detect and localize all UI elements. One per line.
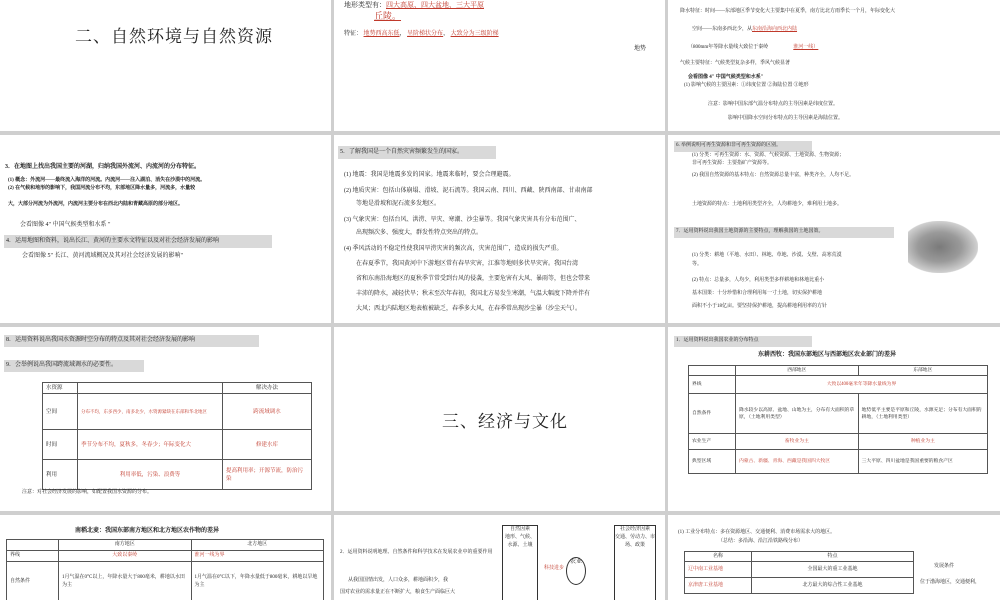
yangtze-yellow-heading: 4．运用地图和资料，说出长江、黄河的主要水文特征以及对社会经济发展的影响 xyxy=(6,238,220,244)
table-header-cell: 北方地区 xyxy=(191,540,324,551)
table-header-cell: 南方地区 xyxy=(59,540,192,551)
resource-classes: (1) 分类：可再生资源：水、资源、气候资源、土地资源、生物资源； xyxy=(692,153,845,158)
monsoon-text-2: 在春夏季节，我国黄河中下游地区常有春旱灾害，江淮等地则多伏旱灾害。我国台湾 xyxy=(356,261,579,267)
table-header-cell: 东部地区 xyxy=(858,366,987,376)
table-header-cell: 水资源 xyxy=(43,383,78,394)
table-cell: 季节分布不均，夏秋多，冬春少；年际变化大 xyxy=(78,430,223,460)
monsoon-text-3: 省和东南沿海地区的夏秋季节常受到台风的侵袭，主要危害有大风、暴雨等，但也会带来 xyxy=(356,276,591,282)
rain-space-b: 东南沿海向西北内陆 xyxy=(752,27,798,32)
feature-label: 特征： xyxy=(344,31,363,37)
agri-center-circle xyxy=(566,557,586,585)
box-content: 地形、气候、水源、土壤 xyxy=(504,535,535,548)
slide-9[interactable] xyxy=(668,327,1000,511)
table-header-cell: 特点 xyxy=(752,552,914,562)
feature-b: 呈阶梯状分布 xyxy=(407,31,444,37)
section-title: 二、自然环境与自然资源 xyxy=(75,27,273,46)
table-header-cell: 解决办法 xyxy=(223,383,312,394)
industry-heading: (1) 工业分布特点：多在资源地区、交通便利、消费市场需求大的地区。 xyxy=(678,530,836,535)
slide-3[interactable] xyxy=(668,0,1000,131)
table-cell: 地势低平主要是平原和丘陵，水源充足；分布有大面积的耕地，（土地利用类型） xyxy=(858,394,987,434)
agri-factors-heading: 2．运用资料说明地理、自然条件和科学技术在发展农业中的重要作用 xyxy=(340,550,493,555)
table-cell: 大致以400毫米年等降水量线为界 xyxy=(736,376,988,394)
slide-12[interactable] xyxy=(668,515,1000,600)
land-classes: (1) 分类：耕地（平地、水田）、林地、草地、沙漠、戈壁、高寒荒漠 xyxy=(692,253,842,258)
feature-c: 大致分为三级阶梯 xyxy=(450,31,499,37)
box-title: 社会经济因素 xyxy=(619,527,650,532)
agri-factors-text: 从我国国情出发，人口众多，耕地面积少，我 xyxy=(348,578,449,583)
slide-11[interactable] xyxy=(334,515,665,600)
rain-line-800 xyxy=(688,44,818,52)
circle-label: 农业 xyxy=(569,559,582,565)
note-precipitation: 影响中国降水空间分布特点的主导因素是海陆位置。 xyxy=(728,116,844,121)
industry-summary: （总结：多沿海、沿江沿铁路线分布） xyxy=(718,539,804,544)
corner-note: 地势 xyxy=(634,46,647,52)
land-policy: 基本国策：十分珍惜和合理利用每一寸土地，切实保护耕地 xyxy=(692,291,823,296)
earthquake-text: (1) 地震：我国是地震多发的国家。地震来临时，要会合理避震。 xyxy=(344,172,515,178)
rivers-map-note: 会看图像 4" 中国气候类型和水系 " xyxy=(20,222,111,228)
table-cell: 内蒙古、新疆、青海、西藏是我国四大牧区 xyxy=(736,450,859,474)
water-heading: 8．运用资料说出我国水资源时空分布的特点及其对社会经济发展的影响 xyxy=(6,337,196,343)
table-cell: 空间 xyxy=(43,394,78,430)
terrain-line xyxy=(344,0,484,10)
table-header-cell xyxy=(7,540,59,551)
rivers-concept: (1) 概念：外流河——最终流入海洋的河流。内流河——注入湖泊、消失在沙漠中的河流。 xyxy=(8,178,206,183)
table-cell: 全国最大的重工业基地 xyxy=(752,562,914,578)
land-traits: (2) 特点：总量多，人均少，利用类型多样耕地和林地比重小 xyxy=(692,278,825,283)
land-classes-2: 等。 xyxy=(692,262,703,267)
table-cell: 农业生产 xyxy=(689,434,736,450)
table-cell: 时间 xyxy=(43,430,78,460)
terrain-items: 四大高原、四大盆地、三大平原 xyxy=(386,1,484,9)
disaster-heading: 5．了解我国是一个自然灾害频繁发生的国家。 xyxy=(340,149,464,155)
table-cell: 自然条件 xyxy=(689,394,736,434)
social-factor-box xyxy=(614,525,656,600)
terrain-feature: 特征： 地势西高东低， 呈阶梯状分布， 大致分为三级阶梯 xyxy=(344,31,499,37)
geo-disaster-text-2: 等地是滑坡和泥石流多发地区。 xyxy=(356,201,441,207)
resource-heading: 6. 举例说明可再生资源和非可再生资源的区别。 xyxy=(676,143,782,148)
table-cell: 大致以秦岭 xyxy=(59,551,192,562)
geo-disaster-text: (2) 地质灾害：包括山体崩塌、滑坡、泥石流等。我国云南、四川、西藏、陕西南部、甘肃南部 xyxy=(344,188,593,194)
terrain-hills: 丘陵。 xyxy=(374,11,402,21)
section-title: 三、经济与文化 xyxy=(442,412,568,431)
rivers-heading: 3．在地图上找出我国主要的河湖，归纳我国外流河、内流河的分布特征。 xyxy=(5,164,201,170)
table-cell: 种植业为主 xyxy=(858,434,987,450)
slide-4[interactable] xyxy=(0,135,331,323)
table-header-cell xyxy=(78,383,223,394)
table-cell: 淮河一线为界 xyxy=(191,551,324,562)
table-cell: 界线 xyxy=(689,376,736,394)
table-header-cell: 西部地区 xyxy=(736,366,859,376)
water-transfer-heading: 9．会举例说出我国跨流域调水的必要性。 xyxy=(6,362,118,368)
resource-nonrenew: 非可再生资源：主要指矿产资源等。 xyxy=(692,161,773,166)
agri-table xyxy=(688,365,988,474)
table-cell: 畜牧业为主 xyxy=(736,434,859,450)
water-note: 注意：对社会经济发展的影响，如配置我国水资源的分布。 xyxy=(22,490,153,495)
table-cell: 京津唐工业基地 xyxy=(685,578,752,594)
weather-disaster-text: (3) 气象灾害：包括台风、洪涝、旱灾、寒潮、沙尘暴等。我国气象灾害具有分布范围广、 xyxy=(344,217,581,223)
land-features: 土地资源的特点：土地利用类型齐全，人均耕地少，难利用土地多。 xyxy=(692,202,843,207)
agri-subheading: 东耕西牧：我国东部地区与西部地区农业部门的差异 xyxy=(758,352,897,358)
table-header-cell: 名称 xyxy=(685,552,752,562)
slide-8[interactable] xyxy=(334,327,665,511)
industry-conditions-header: 发展条件 xyxy=(934,564,955,569)
slide-7[interactable] xyxy=(0,327,331,511)
box-title: 自然因素 xyxy=(509,527,530,532)
rain-time: 降水特征：时间——东部地区季节变化大主要集中在夏季，南方比北方雨季长一个月，年际变化大 xyxy=(680,9,896,14)
rain-space-a: 空间——东南多西北少，从 xyxy=(692,27,753,32)
weather-disaster-text-2: 出现频次多、强度大，群发性特点突出的特点。 xyxy=(356,230,483,236)
feature-a: 地势西高东低 xyxy=(363,31,400,37)
table-cell: 跨流域调水 xyxy=(223,394,312,430)
factor-arrow-label: 科技进步 xyxy=(544,566,565,571)
table-cell: 分布不均，东多西少，南多北少，水资源紧缺在东部和华北地区 xyxy=(78,394,223,430)
china-map-image xyxy=(908,221,978,273)
table-cell: 利用 xyxy=(43,460,78,490)
climate-map-note: 会看图像 4" 中国气候类型和水系" xyxy=(688,75,764,80)
water-table xyxy=(42,382,312,490)
monsoon-text: (4) 季风活动的不稳定性使我国旱涝灾害的频次高，灾害范围广，造成的损失严重。 xyxy=(344,246,563,252)
rivers-distribution: (2) 在气候和地形的影响下，我国河流分布不均，东部地区降水量多，河流多，水量较 xyxy=(8,186,196,191)
land-heading: 7．运用资料说出我国土地资源的主要特点，理解我国的土地国策。 xyxy=(676,229,824,234)
rivers-distribution-2: 大，大部分河流为外流河，内流河主要分布在西北内陆和青藏高原的部分地区。 xyxy=(8,202,184,207)
monsoon-text-5: 大风；西北内陆地区地表植被缺乏，春季多大风，在春季常出现沙尘暴（沙尘天气）。 xyxy=(356,306,582,312)
yangtze-yellow-map-note: 会看图像 5" 长江、黄河流域概况及其对社会经济发展的影响" xyxy=(22,253,183,259)
table-cell: 北方最大的综合性工业基地 xyxy=(752,578,914,594)
table-cell: 利用率低，污染、浪费等 xyxy=(78,460,223,490)
resource-features: (2) 我国自然资源的基本特点：自然资源总量丰富，种类齐全，人均不足。 xyxy=(692,173,855,178)
slide-5[interactable] xyxy=(334,135,665,323)
table-cell: 界线 xyxy=(7,551,59,562)
table-cell: 降水较少以高原、盆地、山地为主，分布有大面积的草原，（土地利用类型） xyxy=(736,394,859,434)
rain-space xyxy=(692,26,797,34)
rain-800-b: 淮河一线） xyxy=(793,45,819,50)
rain-800-a: （800mm年等降水量线大致位于秦岭 xyxy=(688,45,769,50)
industry-conditions: 位于渤海地区，交通便利， xyxy=(920,580,981,585)
table-cell: 三大平原、四川盆地是我国重要的粮食产区 xyxy=(858,450,987,474)
note-temperature: 注意：影响中国东部气温分布特点的主导因素是纬度位置。 xyxy=(708,102,839,107)
table-cell: 自然条件 xyxy=(7,562,59,600)
industry-table xyxy=(684,551,914,594)
table-cell: 1月气温在0°C以上，年降水量大于800毫米，耕地以水田为主 xyxy=(59,562,192,600)
slide-6[interactable] xyxy=(668,135,1000,323)
slide-2[interactable] xyxy=(334,0,665,131)
agri-heading: 1．运用资料说出我国农业的分布特点 xyxy=(676,338,759,343)
table-cell: 提高利用率；开源节流，防治污染 xyxy=(223,460,312,490)
table-cell: 辽中南工业基地 xyxy=(685,562,752,578)
climate-factors: (1) 影响气候的主要因素：①纬度位置 ②海陆位置 ③地形 xyxy=(684,83,809,88)
natural-factor-box xyxy=(502,525,538,600)
crops-heading: 南稻北麦：我国东部南方地区和北方地区农作物的差异 xyxy=(75,528,220,534)
table-cell: 修建水库 xyxy=(223,430,312,460)
crops-table xyxy=(6,539,324,600)
agri-factors-text-2: 国对农业的需求量正在不断扩大，粮食生产面临巨大 xyxy=(340,590,456,595)
climate-feature: 气候主要特征：气候类型复杂多样，季风气候显著 xyxy=(680,61,791,66)
slide-10[interactable] xyxy=(0,515,331,600)
table-cell: 典型区域 xyxy=(689,450,736,474)
monsoon-text-4: 丰沛的降水，减轻伏旱；秋末至次年春初，我国北方易发生寒潮，气温大幅度下降并伴有 xyxy=(356,291,591,297)
box-content: 交通、劳动力、市场、政策 xyxy=(615,535,656,548)
terrain-prefix: 地形类型有： xyxy=(344,1,386,9)
slide-1[interactable] xyxy=(0,0,331,131)
table-cell: 1月气温在0°C以下，年降水量低于800毫米，耕地以旱地为主 xyxy=(191,562,324,600)
table-header-cell xyxy=(689,366,736,376)
land-policy-2: 面积不小于18亿亩。要坚持保护耕地，提高耕地利用率的方针 xyxy=(692,304,828,309)
